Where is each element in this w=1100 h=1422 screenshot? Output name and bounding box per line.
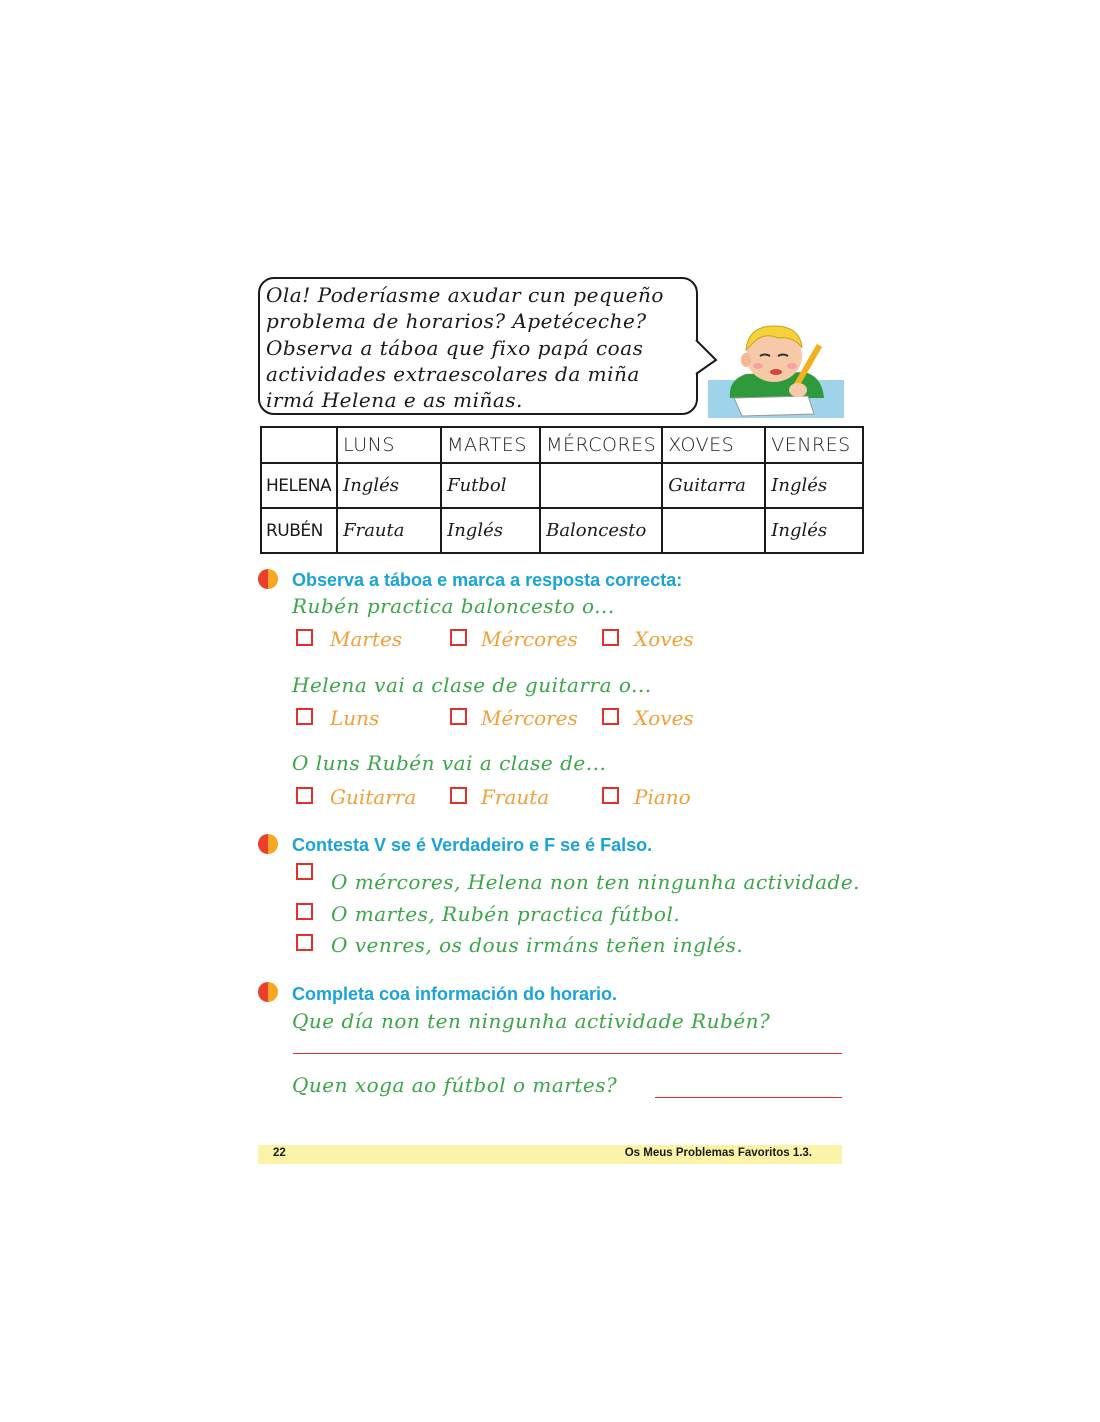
option-label: Xoves xyxy=(634,627,694,651)
completion-question-1: Que día non ten ningunha actividade Rubén? xyxy=(292,1009,771,1033)
table-cell: Inglés xyxy=(765,463,863,508)
row-name: RUBÉN xyxy=(261,508,337,553)
speech-bubble xyxy=(258,277,698,415)
question-2-text: Helena vai a clase de guitarra o... xyxy=(292,673,652,697)
bubble-line-3: Observa a táboa que fixo papá coas xyxy=(266,336,644,360)
table-cell: Inglés xyxy=(337,463,441,508)
bubble-line-5: irmá Helena e as miñas. xyxy=(266,388,523,412)
option-label: Mércores xyxy=(481,627,578,651)
option-label: Piano xyxy=(634,785,691,809)
page-number: 22 xyxy=(273,1147,286,1159)
table-row-ruben xyxy=(261,508,863,553)
checkbox-q2-opt3[interactable] xyxy=(602,708,619,725)
header-cell-venres: VENRES xyxy=(765,427,863,463)
table-cell: Baloncesto xyxy=(540,508,662,553)
answer-line-2[interactable] xyxy=(655,1097,842,1098)
option-label: Martes xyxy=(330,627,403,651)
table-cell: Frauta xyxy=(337,508,441,553)
book-title: Os Meus Problemas Favoritos 1.3. xyxy=(624,1147,812,1159)
option-label: Mércores xyxy=(481,706,578,730)
checkbox-statement-3[interactable] xyxy=(296,934,313,951)
bubble-line-1: Ola! Poderíasme axudar cun pequeño xyxy=(266,283,664,307)
checkbox-q1-opt3[interactable] xyxy=(602,629,619,646)
section-bullet-icon xyxy=(258,982,278,1002)
checkbox-q3-opt1[interactable] xyxy=(296,787,313,804)
table-cell: Guitarra xyxy=(662,463,765,508)
header-cell-luns: LUNS xyxy=(337,427,441,463)
statement-2: O martes, Rubén practica fútbol. xyxy=(331,902,681,926)
section-bullet-icon xyxy=(258,569,278,589)
option-label: Luns xyxy=(330,706,380,730)
table-cell: Futbol xyxy=(441,463,540,508)
bubble-line-4: actividades extraescolares da miña xyxy=(266,362,640,386)
statement-3: O venres, os dous irmáns teñen inglés. xyxy=(331,933,744,957)
header-cell-empty xyxy=(261,427,337,463)
schedule-table xyxy=(260,426,864,554)
checkbox-q1-opt2[interactable] xyxy=(450,629,467,646)
option-label: Xoves xyxy=(634,706,694,730)
statement-1: O mércores, Helena non ten ningunha actividade. xyxy=(331,870,861,894)
section3-title: Completa coa información do horario. xyxy=(292,984,618,1004)
table-cell: Inglés xyxy=(441,508,540,553)
header-cell-xoves: XOVES xyxy=(662,427,765,463)
boy-writing-illustration xyxy=(708,318,844,418)
checkbox-q3-opt2[interactable] xyxy=(450,787,467,804)
question-1-text: Rubén practica baloncesto o... xyxy=(292,594,615,618)
table-cell xyxy=(540,463,662,508)
row-name: HELENA xyxy=(261,463,337,508)
checkbox-q3-opt3[interactable] xyxy=(602,787,619,804)
bubble-line-2: problema de horarios? Apetéceche? xyxy=(266,309,647,333)
completion-question-2: Quen xoga ao fútbol o martes? xyxy=(292,1073,618,1097)
header-cell-martes: MARTES xyxy=(441,427,540,463)
option-label: Frauta xyxy=(481,785,550,809)
checkbox-statement-2[interactable] xyxy=(296,903,313,920)
table-row-helena xyxy=(261,463,863,508)
section-bullet-icon xyxy=(258,834,278,854)
table-header-row xyxy=(261,427,863,463)
header-cell-mercores: MÉRCORES xyxy=(540,427,662,463)
table-cell xyxy=(662,508,765,553)
question-3-text: O luns Rubén vai a clase de... xyxy=(292,751,607,775)
checkbox-q2-opt2[interactable] xyxy=(450,708,467,725)
checkbox-statement-1[interactable] xyxy=(296,863,313,880)
checkbox-q2-opt1[interactable] xyxy=(296,708,313,725)
section1-title: Observa a táboa e marca a resposta correcta: xyxy=(292,570,683,590)
option-label: Guitarra xyxy=(330,785,417,809)
checkbox-q1-opt1[interactable] xyxy=(296,629,313,646)
section2-title: Contesta V se é Verdadeiro e F se é Falso. xyxy=(292,835,653,855)
answer-line-1[interactable] xyxy=(293,1053,842,1054)
table-cell: Inglés xyxy=(765,508,863,553)
